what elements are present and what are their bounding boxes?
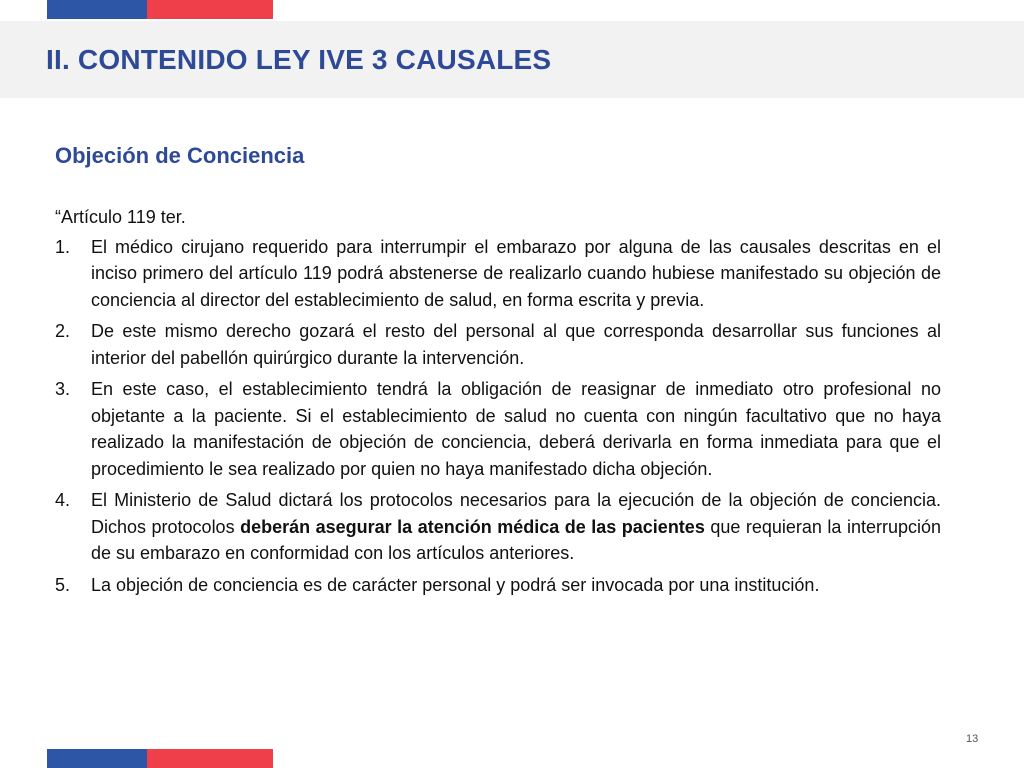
list-item [55,487,941,567]
list-item [55,572,941,599]
list-item-number: 3. [55,379,71,399]
list-item [55,234,941,314]
list-item-text [91,487,941,567]
article-content [55,204,941,603]
flag-bar-blue-segment [47,749,147,768]
article-heading: “Artículo 119 ter. [55,207,186,227]
list-item [55,318,941,371]
list-item-emphasis: deberán asegurar la atención médica de las pacientes [240,516,705,537]
list-item-text: El médico cirujano requerido para interrumpir el embarazo por alguna de las causales descritas en el inciso primero del artículo 119 podrá abstenerse de realizarlo cuando hubiese manifestado su objeción de conciencia al director del establecimiento de salud, en forma escrita y previa. [91,236,941,310]
list-item-number: 2. [55,321,71,341]
list-item-text: De este mismo derecho gozará el resto del personal al que corresponda desarrollar sus funciones al interior del pabellón quirúrgico durante la intervención. [91,321,941,368]
flag-bar-blue-segment [47,0,147,19]
slide-title: II. CONTENIDO LEY IVE 3 CAUSALES [46,44,552,75]
list-item-text: La objeción de conciencia es de carácter personal y podrá ser invocada por una institución. [91,574,820,595]
list-item [55,376,941,482]
list-item-text-start: El Ministerio de Salud dictará los protocolos necesarios para la ejecución de la objeción de conciencia. Dichos protocolos [91,490,941,537]
flag-bar-red-segment [147,749,273,768]
list-item-number: 4. [55,490,71,510]
bottom-flag-bar [47,749,273,768]
list-item-text-end: que requieran la interrupción de su embarazo en conformidad con los artículos anteriores. [91,516,941,563]
top-flag-bar [47,0,273,19]
section-subtitle: Objeción de Conciencia [55,143,305,168]
list-item-number: 1. [55,236,71,257]
list-item-number: 5. [55,574,71,595]
article-list [55,234,941,599]
list-item-text: En este caso, el establecimiento tendrá la obligación de reasignar de inmediato otro profesional no objetante a la paciente. Si el establecimiento de salud no cuenta con ningún facultativo que no haya realizado la manifestación de objeción de conciencia, deberá derivarla en forma inmediata para que el procedimiento le sea realizado por quien no haya manifestado dicha objeción. [91,379,941,479]
flag-bar-red-segment [147,0,273,19]
page-number: 13 [966,733,979,745]
